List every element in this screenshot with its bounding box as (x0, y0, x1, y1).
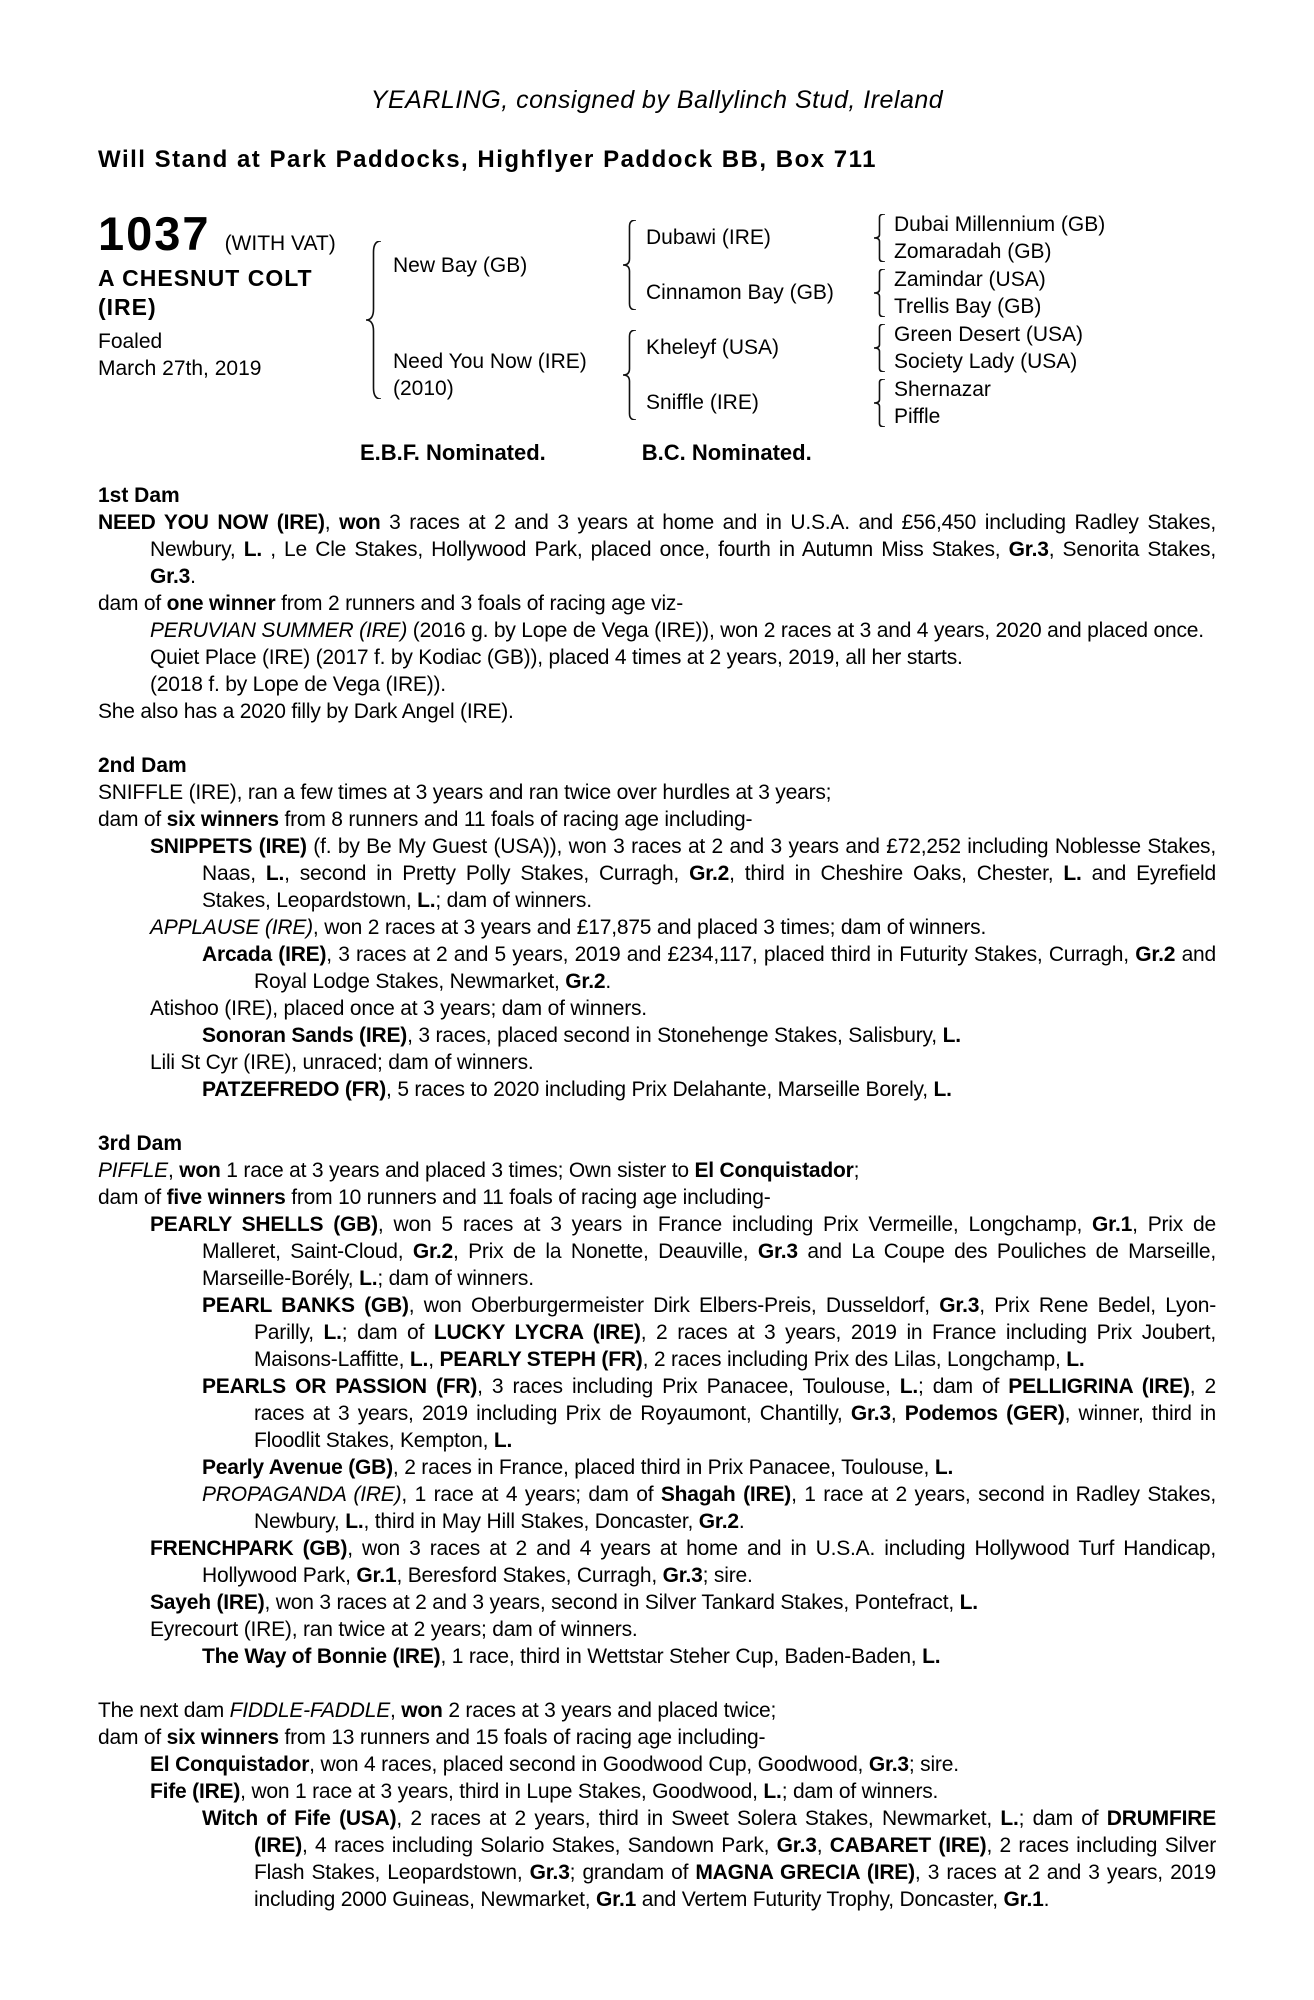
text-run: 2 races at 3 years and placed twice; (442, 1699, 777, 1722)
text-run: , (890, 1402, 905, 1425)
text-run: and Eyrefield Stakes, Leopardstown, (202, 862, 1216, 912)
text-run: , 1 race at 2 years, second in Radley Stakes, Newbury, (254, 1483, 1216, 1533)
text-run: L. (359, 1267, 378, 1290)
text-run: DRUMFIRE (IRE) (254, 1807, 1217, 1857)
text-run: L. (959, 1591, 978, 1614)
text-run: Pearly Avenue (GB) (202, 1456, 393, 1479)
text-run: The Way of Bonnie (IRE) (202, 1645, 441, 1668)
text-run: PELLIGRINA (IRE) (1008, 1375, 1190, 1398)
great-grandparents-pair (885, 321, 1083, 375)
pedigree-text-paragraph (98, 1751, 1216, 1778)
text-run: PROPAGANDA (IRE) (202, 1483, 402, 1506)
text-run: L. (243, 538, 263, 561)
text-run: L. (1063, 862, 1082, 885)
text-run: , won 3 races at 2 and 4 years at home and in U.S.A. including Hollywood Turf Handicap, Hollywood Park, (202, 1537, 1216, 1587)
great-grandparents-pair (885, 211, 1105, 265)
text-run: Sayeh (IRE) (150, 1591, 265, 1614)
text-run: , 4 races including Solario Stakes, Sandown Park, (302, 1834, 777, 1857)
lot-number-row (98, 207, 366, 260)
pedigree-text-paragraph (98, 1076, 1216, 1103)
dam-heading: 2nd Dam (98, 754, 187, 777)
foaled-block (98, 328, 366, 382)
sire-name: New Bay (GB) (393, 253, 528, 277)
great-grandparent-name: Trellis Bay (GB) (894, 294, 1042, 318)
colt-description-line1: A CHESNUT COLT (98, 265, 313, 291)
text-run: PATZEFREDO (FR) (202, 1078, 387, 1101)
pedigree-text-paragraph (98, 1697, 1216, 1724)
pedigree-tree (381, 210, 1216, 430)
pedigree-text-paragraph (98, 914, 1216, 941)
text-run: Gr.3 (662, 1564, 703, 1587)
dam-year: (2010) (393, 377, 454, 400)
text-run: , 2 races in France, placed third in Prix Panacee, Toulouse, (392, 1456, 935, 1479)
text-run: from 2 runners and 3 foals of racing age viz- (275, 592, 684, 615)
text-run: won (179, 1159, 221, 1182)
text-run: . (1043, 1888, 1050, 1911)
text-run: Gr.1 (596, 1888, 637, 1911)
text-run: Lili St Cyr (IRE), unraced; dam of winners. (150, 1051, 534, 1074)
text-run: Gr.1 (1003, 1888, 1044, 1911)
text-run: Gr.2 (689, 862, 730, 885)
text-run: L. (933, 1078, 952, 1101)
text-run: , (816, 1834, 830, 1857)
text-run: Gr.3 (757, 1240, 798, 1263)
colt-description (98, 264, 366, 322)
grandparent-unit (636, 375, 1216, 430)
text-run: Shagah (IRE) (660, 1483, 792, 1506)
text-run: L. (1000, 1807, 1019, 1830)
text-run: L. (265, 862, 285, 885)
pedigree-text-paragraph (98, 1616, 1216, 1643)
text-run: , second in Pretty Polly Stakes, Curragh, (284, 862, 690, 885)
pedigree-text-paragraph (98, 1454, 1216, 1481)
pedigree-text-paragraph (98, 1157, 1216, 1184)
text-run: SNIFFLE (IRE), ran a few times at 3 years and ran twice over hurdles at 3 years; (98, 781, 832, 804)
great-grandparents-pair (885, 266, 1046, 320)
text-run: FIDDLE-FADDLE (229, 1699, 391, 1722)
great-grandparent-name: Shernazar (894, 377, 991, 401)
text-run: ; sire. (702, 1564, 753, 1587)
dam-grandparents (636, 320, 1216, 430)
text-run: Atishoo (IRE), placed once at 3 years; dam of winners. (150, 997, 647, 1020)
text-run: ; dam of (1018, 1807, 1107, 1830)
text-run: (f. by Be My Guest (USA)), won 3 races at 2 and 3 years and £72,252 including Noblesse Stakes, Naas, (202, 835, 1216, 885)
pedigree-parents-brace (366, 241, 381, 399)
text-run: and La Coupe des Pouliches de Marseille, Marseille-Borély, (202, 1240, 1216, 1290)
great-grandparents-brace (874, 379, 885, 427)
consignor-line: YEARLING, consigned by Ballylinch Stud, Ireland (370, 86, 944, 114)
text-run: six winners (166, 1726, 279, 1749)
great-grandparent-name: Dubai Millennium (GB) (894, 212, 1106, 236)
text-run: Eyrecourt (IRE), ran twice at 2 years; dam of winners. (150, 1618, 638, 1641)
text-run: from 8 runners and 11 foals of racing age including- (278, 808, 753, 831)
text-run: L. (934, 1456, 954, 1479)
pedigree-text-paragraph (98, 1724, 1216, 1751)
text-run: Gr.3 (529, 1861, 570, 1884)
text-run: , (390, 1699, 402, 1722)
sire-grandparents (636, 210, 1216, 320)
text-run: and Royal Lodge Stakes, Newmarket, (254, 943, 1217, 993)
text-run: PIFFLE (98, 1159, 168, 1182)
foaled-label: Foaled (98, 330, 163, 353)
text-run: won (401, 1699, 443, 1722)
grandparent-unit (636, 210, 1216, 265)
text-run: Gr.2 (412, 1240, 453, 1263)
great-grandparents-brace (874, 324, 885, 372)
great-grandparent-name: Zamindar (USA) (894, 267, 1046, 291)
pedigree-text-paragraph (98, 698, 1216, 725)
text-run: El Conquistador (694, 1159, 854, 1182)
dam-section (98, 1697, 1216, 1913)
text-run: , Beresford Stakes, Curragh, (396, 1564, 663, 1587)
great-grandparent-name: Green Desert (USA) (894, 322, 1084, 346)
sire-cell (381, 252, 623, 279)
text-run: L. (922, 1645, 941, 1668)
text-run: five winners (166, 1186, 286, 1209)
text-run: , 3 races at 2 and 5 years, 2019 and £234,117, placed third in Futurity Stakes, Curragh, (326, 943, 1136, 966)
dam-dam-name: Sniffle (IRE) (646, 390, 759, 414)
text-run: Gr.1 (356, 1564, 397, 1587)
text-run: , (428, 1348, 440, 1371)
text-run: , 2 races at 3 years, 2019 including Prix de Royaumont, Chantilly, (254, 1375, 1217, 1425)
text-run: , Prix de la Nonette, Deauville, (452, 1240, 758, 1263)
text-run: won (339, 511, 381, 534)
dam-sire-name: Kheleyf (USA) (646, 335, 780, 359)
ebf-nomination: E.B.F. Nominated. (360, 440, 546, 465)
text-run: , third in Cheshire Oaks, Chester, (729, 862, 1064, 885)
pedigree-text-paragraph (98, 1184, 1216, 1211)
sire-sire-name: Dubawi (IRE) (646, 225, 771, 249)
pedigree-text-paragraph (98, 1535, 1216, 1589)
text-run: . (190, 565, 196, 588)
text-run: MAGNA GRECIA (IRE) (695, 1861, 915, 1884)
dam-sections (98, 482, 1216, 1913)
text-run: Gr.3 (868, 1753, 909, 1776)
text-run: Gr.2 (698, 1510, 739, 1533)
pedigree-text-paragraph (98, 806, 1216, 833)
text-run: L. (323, 1321, 342, 1344)
text-run: L. (345, 1510, 364, 1533)
text-run: The next dam (98, 1699, 230, 1722)
text-run: , (167, 1159, 180, 1182)
great-grandparent-name: Zomaradah (GB) (894, 239, 1052, 263)
text-run: , won 3 races at 2 and 3 years, second in Silver Tankard Stakes, Pontefract, (264, 1591, 960, 1614)
lot-info (98, 207, 366, 430)
text-run: , won 2 races at 3 years and £17,875 and placed 3 times; dam of winners. (312, 916, 987, 939)
text-run: , Prix Rene Bedel, Lyon-Parilly, (254, 1294, 1216, 1344)
text-run: ; dam of winners. (781, 1780, 939, 1803)
text-run: from 10 runners and 11 foals of racing age including- (285, 1186, 771, 1209)
lot-area (98, 207, 1216, 430)
pedigree-text-paragraph (98, 1643, 1216, 1670)
text-run: Gr.3 (850, 1402, 891, 1425)
text-run: L. (493, 1429, 513, 1452)
text-run: ; dam of (341, 1321, 434, 1344)
text-run: L. (942, 1024, 961, 1047)
dam-section (98, 1130, 1216, 1670)
text-run: dam of (98, 1186, 167, 1209)
text-run: , Le Cle Stakes, Hollywood Park, placed once, fourth in Autumn Miss Stakes, (262, 538, 1009, 561)
text-run: L. (899, 1375, 918, 1398)
text-run: , 2 races including Silver Flash Stakes, Leopardstown, (254, 1834, 1216, 1884)
text-run: , 2 races at 3 years, 2019 in France including Prix Joubert, Maisons-Laffitte, (254, 1321, 1216, 1371)
pedigree-text-paragraph (98, 1805, 1216, 1913)
text-run: Podemos (GER) (904, 1402, 1065, 1425)
text-run: El Conquistador (150, 1753, 310, 1776)
text-run: , won 4 races, placed second in Goodwood Cup, Goodwood, (309, 1753, 869, 1776)
text-run: 3 races at 2 and 3 years at home and in U.S.A. and £56,450 including Radley Stakes, Newbury, (150, 511, 1216, 561)
text-run: ; dam of winners. (435, 889, 592, 912)
text-run: Witch of Fife (USA) (202, 1807, 397, 1830)
text-run: Fife (IRE) (150, 1780, 241, 1803)
vat-note: (WITH VAT) (224, 232, 336, 255)
pedigree-text-paragraph (98, 941, 1216, 995)
great-grandparents-pair (885, 376, 991, 430)
grandparent-unit (636, 265, 1216, 320)
text-run: , won 5 races at 3 years in France including Prix Vermeille, Longchamp, (377, 1213, 1093, 1236)
pedigree-text-paragraph (98, 1211, 1216, 1292)
text-run: (2018 f. by Lope de Vega (IRE)). (150, 673, 446, 696)
pedigree-text-paragraph (98, 1481, 1216, 1535)
sire-dam-name: Cinnamon Bay (GB) (646, 280, 834, 304)
text-run: Gr.1 (1092, 1213, 1133, 1236)
text-run: , winner, third in Floodlit Stakes, Kempton, (254, 1402, 1216, 1452)
dam-section (98, 482, 1216, 725)
text-run: Gr.2 (565, 970, 606, 993)
pedigree-text-paragraph (98, 1778, 1216, 1805)
pedigree-text-paragraph (98, 644, 1216, 671)
text-run: , 3 races at 2 and 3 years, 2019 including 2000 Guineas, Newmarket, (254, 1861, 1216, 1911)
sire-half (381, 210, 1216, 320)
text-run: ; grandam of (569, 1861, 696, 1884)
great-grandparent-name: Piffle (894, 404, 941, 428)
pedigree-text-paragraph (98, 995, 1216, 1022)
text-run: dam of (98, 592, 167, 615)
dam-cell (381, 348, 623, 402)
dam-heading: 3rd Dam (98, 1132, 183, 1155)
text-run: L. (409, 1348, 429, 1371)
grandparent-unit (636, 320, 1216, 375)
text-run: , 2 races at 2 years, third in Sweet Solera Stakes, Newmarket, (396, 1807, 1001, 1830)
great-grandparents-brace (874, 269, 885, 317)
text-run: Gr.3 (939, 1294, 980, 1317)
text-run: . (738, 1510, 745, 1533)
text-run: PEARL BANKS (GB) (202, 1294, 409, 1317)
text-run: Quiet Place (IRE) (2017 f. by Kodiac (GB)), placed 4 times at 2 years, 2019, all her starts. (150, 646, 963, 669)
text-run: FRENCHPARK (GB) (150, 1537, 348, 1560)
pedigree-text-paragraph (98, 833, 1216, 914)
pedigree-text-paragraph (98, 1589, 1216, 1616)
text-run: , 2 races including Prix des Lilas, Longchamp, (642, 1348, 1067, 1371)
bc-nomination: B.C. Nominated. (641, 440, 812, 465)
text-run: L. (1066, 1348, 1085, 1371)
dam-heading: 1st Dam (98, 484, 180, 507)
colt-description-line2: (IRE) (98, 294, 157, 320)
text-run: Arcada (IRE) (202, 943, 327, 966)
text-run: , 3 races, placed second in Stonehenge Stakes, Salisbury, (407, 1024, 943, 1047)
text-run: and Vertem Futurity Trophy, Doncaster, (636, 1888, 1004, 1911)
text-run: , 1 race at 4 years; dam of (401, 1483, 661, 1506)
lot-number: 1037 (98, 207, 211, 260)
foaled-date: March 27th, 2019 (98, 357, 262, 380)
text-run: L. (763, 1780, 782, 1803)
text-run: NEED YOU NOW (IRE) (98, 511, 325, 534)
text-run: 1 race at 3 years and placed 3 times; Own sister to (220, 1159, 695, 1182)
text-run: , Senorita Stakes, (1048, 538, 1216, 561)
text-run: LUCKY LYCRA (IRE) (433, 1321, 641, 1344)
text-run: , won 1 race at 3 years, third in Lupe Stakes, Goodwood, (240, 1780, 764, 1803)
text-run: L. (417, 889, 436, 912)
text-run: ; dam of (917, 1375, 1009, 1398)
text-run: , 3 races including Prix Panacee, Toulouse, (477, 1375, 900, 1398)
text-run: , 1 race, third in Wettstar Steher Cup, Baden-Baden, (440, 1645, 923, 1668)
text-run: SNIPPETS (IRE) (150, 835, 307, 858)
text-run: , won Oberburgermeister Dirk Elbers-Preis, Dusseldorf, (408, 1294, 940, 1317)
text-run: dam of (98, 808, 167, 831)
text-run: six winners (166, 808, 279, 831)
dam-section (98, 752, 1216, 1103)
text-run: ; (853, 1159, 860, 1182)
text-run: . (605, 970, 611, 993)
nominations-line (360, 440, 1216, 466)
pedigree-text-paragraph (98, 1022, 1216, 1049)
pedigree-text-paragraph (98, 1373, 1216, 1454)
text-run: Gr.2 (1135, 943, 1176, 966)
pedigree-text-paragraph (98, 1292, 1216, 1373)
text-run: PEARLY SHELLS (GB) (150, 1213, 378, 1236)
pedigree-text-paragraph (98, 509, 1216, 590)
text-run: , Prix de Malleret, Saint-Cloud, (202, 1213, 1216, 1263)
text-run: , 5 races to 2020 including Prix Delahante, Marseille Borely, (386, 1078, 934, 1101)
text-run: Gr.3 (1008, 538, 1049, 561)
text-run: CABARET (IRE) (829, 1834, 987, 1857)
text-run: PEARLY STEPH (FR) (439, 1348, 643, 1371)
pedigree-text-paragraph (98, 779, 1216, 806)
stand-location-line: Will Stand at Park Paddocks, Highflyer Paddock BB, Box 711 (98, 146, 877, 173)
pedigree-text-paragraph (98, 590, 1216, 617)
text-run: ; dam of winners. (377, 1267, 534, 1290)
text-run: dam of (98, 1726, 167, 1749)
text-run: from 13 runners and 15 foals of racing age including- (278, 1726, 766, 1749)
text-run: one winner (166, 592, 276, 615)
text-run: Gr.3 (776, 1834, 817, 1857)
text-run: PEARLS OR PASSION (FR) (202, 1375, 478, 1398)
text-run: APPLAUSE (IRE) (150, 916, 313, 939)
text-run: , third in May Hill Stakes, Doncaster, (363, 1510, 699, 1533)
text-run: She also has a 2020 filly by Dark Angel (IRE). (98, 700, 514, 723)
text-run: PERUVIAN SUMMER (IRE) (150, 619, 408, 642)
dam-ancestors-brace (623, 330, 636, 420)
sire-ancestors-brace (623, 220, 636, 310)
dam-half (381, 320, 1216, 430)
pedigree-text-paragraph (98, 671, 1216, 698)
text-run: Sonoran Sands (IRE) (202, 1024, 408, 1047)
pedigree-text-paragraph (98, 617, 1216, 644)
pedigree-text-paragraph (98, 1049, 1216, 1076)
text-run: ; sire. (908, 1753, 959, 1776)
dam-name: Need You Now (IRE) (393, 350, 587, 373)
text-run: , (324, 511, 340, 534)
great-grandparents-brace (874, 214, 885, 262)
text-run: Gr.3 (150, 565, 191, 588)
great-grandparent-name: Society Lady (USA) (894, 349, 1078, 373)
text-run: (2016 g. by Lope de Vega (IRE)), won 2 races at 3 and 4 years, 2020 and placed once. (407, 619, 1204, 642)
